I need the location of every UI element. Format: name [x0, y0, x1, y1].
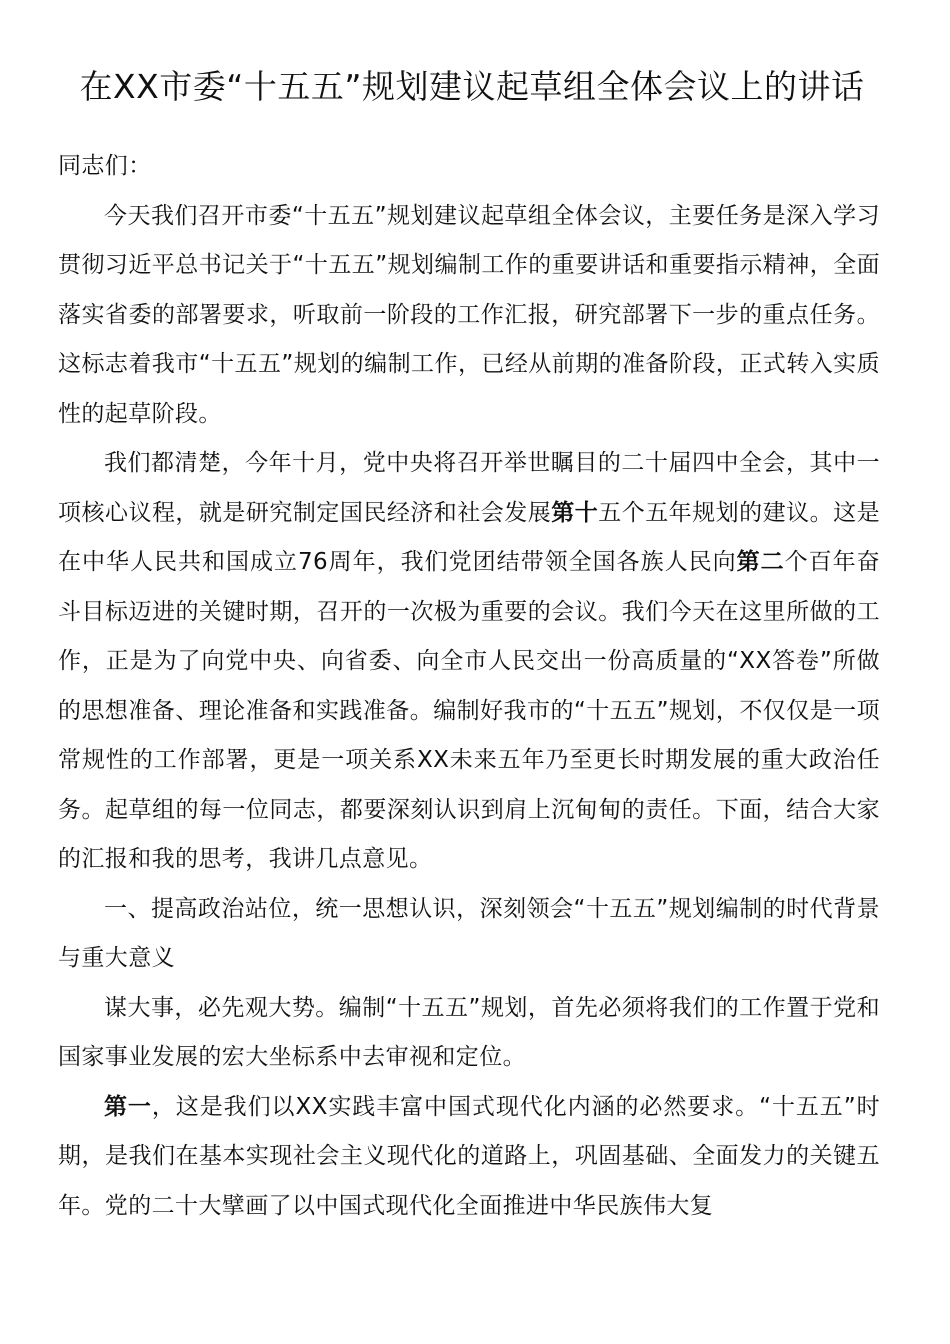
bold-text-di-yi: 第一	[104, 1093, 152, 1120]
paragraph-context-text-2: 五个五年规划的建议。这是在中华人民共和国成立76周年，我们党团结带领全国各族人民向	[58, 499, 880, 575]
paragraph-context	[58, 439, 880, 885]
salutation: 同志们：	[58, 153, 152, 179]
document-body	[58, 142, 880, 1231]
paragraph-first-point-text: ，这是我们以XX实践丰富中国式现代化内涵的必然要求。“十五五”时期，是我们在基本实现社会主义现代化的道路上，巩固基础、全面发力的关键五年。党的二十大擘画了以中国式现代化全面推进中华民族伟大复	[58, 1093, 880, 1219]
paragraph-context-text-1: 我们都清楚，今年十月，党中央将召开举世瞩目的二十届四中全会，其中一项核心议程，就是研究制定国民经济和社会发展	[58, 450, 880, 526]
bold-text-di-er: 第二	[736, 549, 785, 575]
paragraph-context-text-3: 个百年奋斗目标迈进的关键时期，召开的一次极为重要的会议。我们今天在这里所做的工作，正是为了向党中央、向省委、向全市人民交出一份高质量的“XX答卷”所做的思想准备、理论准备和实践准备。编制好我市的“十五五”规划，不仅仅是一项常规性的工作部署，更是一项关系XX未来五年乃至更长时期发展的重大政治任务。起草组的每一位同志，都要深刻认识到肩上沉甸甸的责任。下面，结合大家的汇报和我的思考，我讲几点意见。	[58, 549, 880, 872]
paragraph-intro: 今天我们召开市委“十五五”规划建议起草组全体会议，主要任务是深入学习贯彻习近平总书记关于“十五五”规划编制工作的重要讲话和重要指示精神，全面落实省委的部署要求，听取前一阶段的工作汇报，研究部署下一步的重点任务。这标志着我市“十五五”规划的编制工作，已经从前期的准备阶段，正式转入实质性的起草阶段。	[58, 202, 880, 427]
section-heading-1: 一、提高政治站位，统一思想认识，深刻领会“十五五”规划编制的时代背景与重大意义	[58, 895, 880, 971]
document-title: 在XX市委“十五五”规划建议起草组全体会议上的讲话	[79, 67, 865, 106]
paragraph-first-point	[58, 1083, 880, 1232]
paragraph-overview: 谋大事，必先观大势。编制“十五五”规划，首先必须将我们的工作置于党和国家事业发展的宏大坐标系中去审视和定位。	[58, 994, 880, 1070]
bold-text-di-shi: 第十	[551, 499, 599, 526]
